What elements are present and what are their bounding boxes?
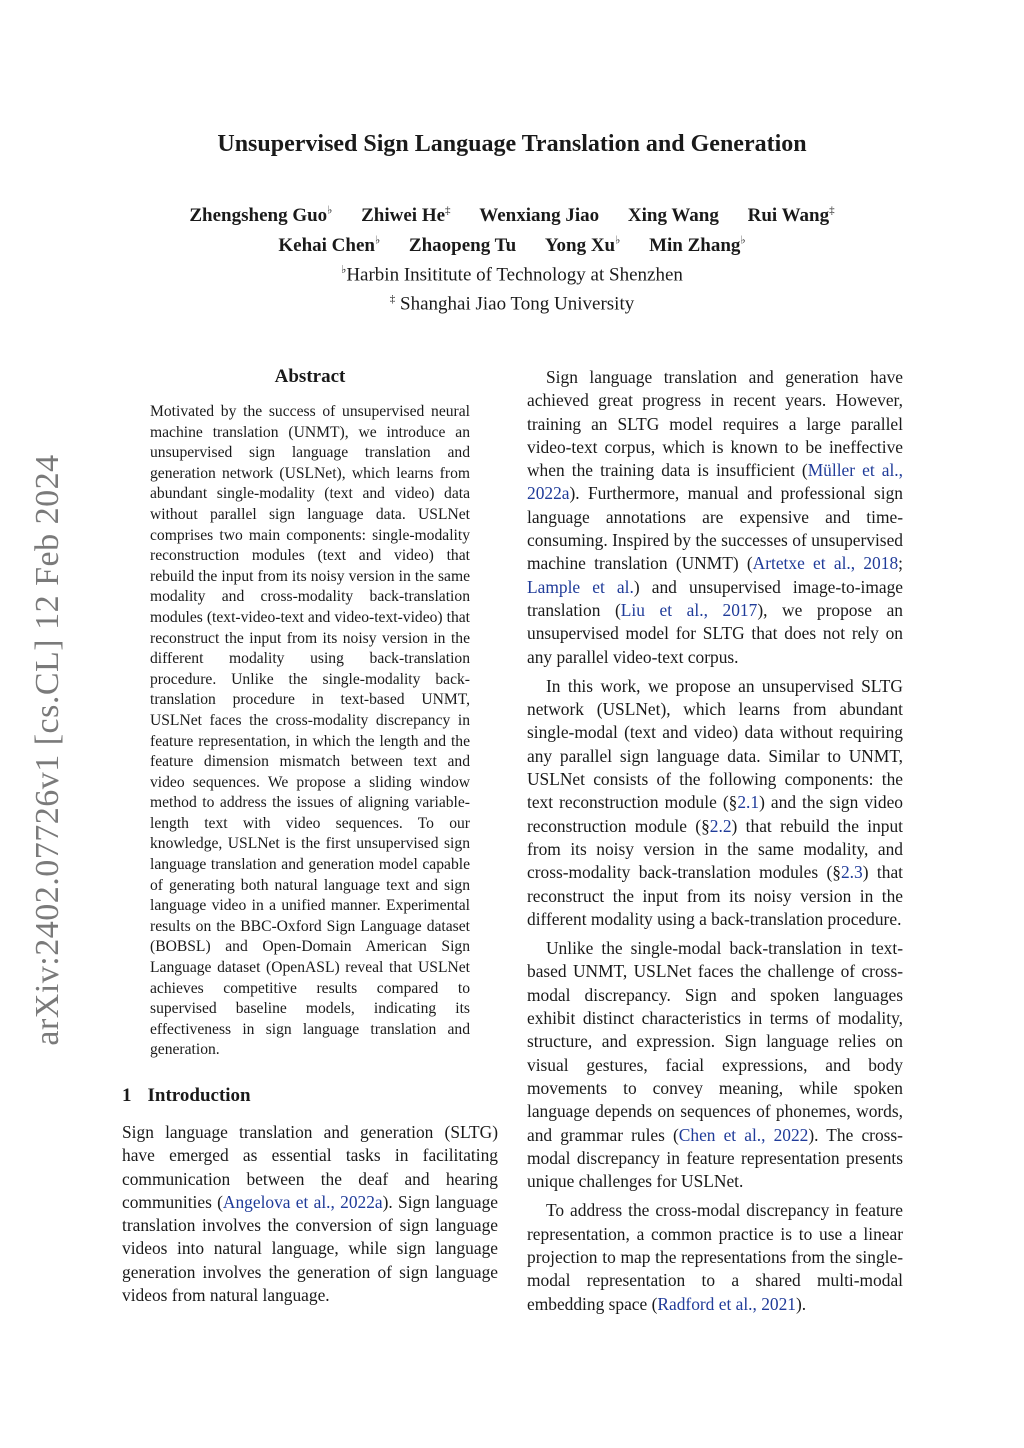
arxiv-id-text: arXiv:2402.07726v1 [cs.CL] 12 Feb 2024 [29, 454, 66, 1046]
section-heading-introduction: 1 Introduction [122, 1085, 251, 1106]
intro-paragraph-1: Sign language translation and generation (SLTG) have emerged as essential tasks in facilitating communication between the deaf and hearing communities (Angelova et al., 2022a). Sign language translation involves the conversion of sign language videos into natural language, while sign language generation involves the generation of sign language videos from natural language. [122, 1122, 498, 1306]
author-name: Zhiwei He‡ [361, 205, 451, 227]
abstract-text: Motivated by the success of unsupervised neural machine translation (UNMT), we introduce an unsupervised sign language translation and generation network (USLNet), which learns from abundant single-modality (text and video) data without parallel sign language data. USLNet comprises two main components: single-modality reconstruction modules (text and video) that rebuild the input from its noisy version in the same modality and cross-modality back-translation modules (text-video-text and video-text-video) that reconstruct the input from its noisy version in the different modality using back-translation procedure. Unlike the single-modality back-translation procedure in text-based UNMT, USLNet faces the cross-modality discrepancy in feature representation, in which the length and the feature dimension mismatch between text and video sequences. We propose a sliding window method to address the issues of aligning variable-length text with video sequences. To our knowledge, USLNet is the first unsupervised sign language translation and generation model capable of generating both natural language text and sign language video in a unified manner. Experimental results on the BBC-Oxford Sign Language dataset (BOBSL) and Open-Domain American Sign Language dataset (OpenASL) reveal that USLNet achieves competitive results compared to supervised baseline models, indicating its effectiveness in sign language translation and generation. [150, 403, 470, 1059]
author-name: Zhengsheng Guo♭ [189, 205, 333, 227]
right-column [527, 366, 903, 1322]
author-row-1 [0, 199, 1024, 228]
author-name: Min Zhang♭ [649, 234, 746, 256]
author-name: Kehai Chen♭ [278, 234, 381, 256]
section-ref-link[interactable]: 2.1 [737, 792, 760, 813]
left-column [122, 366, 498, 1313]
author-row-2 [0, 228, 1024, 257]
section-ref-link[interactable]: 2.2 [709, 815, 732, 836]
citation-link[interactable]: Angelova et al., 2022a [222, 1191, 383, 1212]
citation-link[interactable]: Liu et al., 2017 [620, 599, 758, 620]
affiliation-2: ‡ Shanghai Jiao Tong University [389, 292, 635, 315]
author-name: Xing Wang [627, 205, 719, 227]
author-name: Yong Xu♭ [544, 234, 621, 256]
citation-link[interactable]: Lample et al. [527, 576, 634, 597]
right-paragraph-2: In this work, we propose an unsupervised SLTG network (USLNet), which learns from abundant single-modal (text and video) data without requiring any parallel sign language data. Similar to UNMT, USLNet consists of the following components: the text reconstruction module (§2.1) and the sign video reconstruction module (§2.2) that rebuild the input from its noisy version in the same modality, and cross-modality back-translation modules (§2.3) that reconstruct the input from its noisy version in the different modality using a back-translation procedure. [527, 675, 904, 929]
citation-link[interactable]: Müller et al., 2022a [527, 460, 903, 504]
right-paragraph-1: Sign language translation and generation have achieved great progress in recent years. However, training an SLTG model requires a large parallel video-text corpus, which is known to be ineffective when the training data is insufficient (Müller et al., 2022a). Furthermore, manual and professional sign language annotations are expensive and time-consuming. Inspired by the successes of unsupervised machine translation (UNMT) (Artetxe et al., 2018; Lample et al.) and unsupervised image-to-image translation (Liu et al., 2017), we propose an unsupervised model for SLTG that does not rely on any parallel video-text corpus. [527, 367, 903, 667]
author-name: Rui Wang‡ [747, 205, 835, 227]
citation-link[interactable]: Chen et al., 2022 [678, 1124, 809, 1145]
author-block [0, 199, 1024, 316]
right-paragraph-3: Unlike the single-modal back-translation in text-based UNMT, USLNet faces the challenge of cross-modal discrepancy. Sign and spoken languages exhibit distinct characteristics in terms of modality, structure, and expression. Sign language relies on visual gestures, facial expressions, and body movements to convey meaning, while spoken language depends on sequences of phonemes, words, and grammar rules (Chen et al., 2022). The cross-modal discrepancy in feature representation presents unique challenges for USLNet. [527, 938, 903, 1192]
citation-link[interactable]: Radford et al., 2021 [657, 1293, 796, 1314]
section-ref-link[interactable]: 2.3 [840, 862, 863, 883]
citation-link[interactable]: Artetxe et al., 2018 [752, 553, 899, 574]
right-paragraph-4: To address the cross-modal discrepancy in feature representation, a common practice is to use a linear projection to map the representations from the single-modal representation to a shared multi-modal embedding space (Radford et al., 2021). [527, 1200, 903, 1314]
paper-title: Unsupervised Sign Language Translation and Generation [217, 131, 807, 157]
author-name: Wenxiang Jiao [479, 205, 600, 227]
abstract-heading: Abstract [274, 366, 346, 387]
author-name: Zhaopeng Tu [408, 234, 517, 256]
affiliation-1: ♭Harbin Insititute of Technology at Shenzhen [341, 263, 683, 285]
